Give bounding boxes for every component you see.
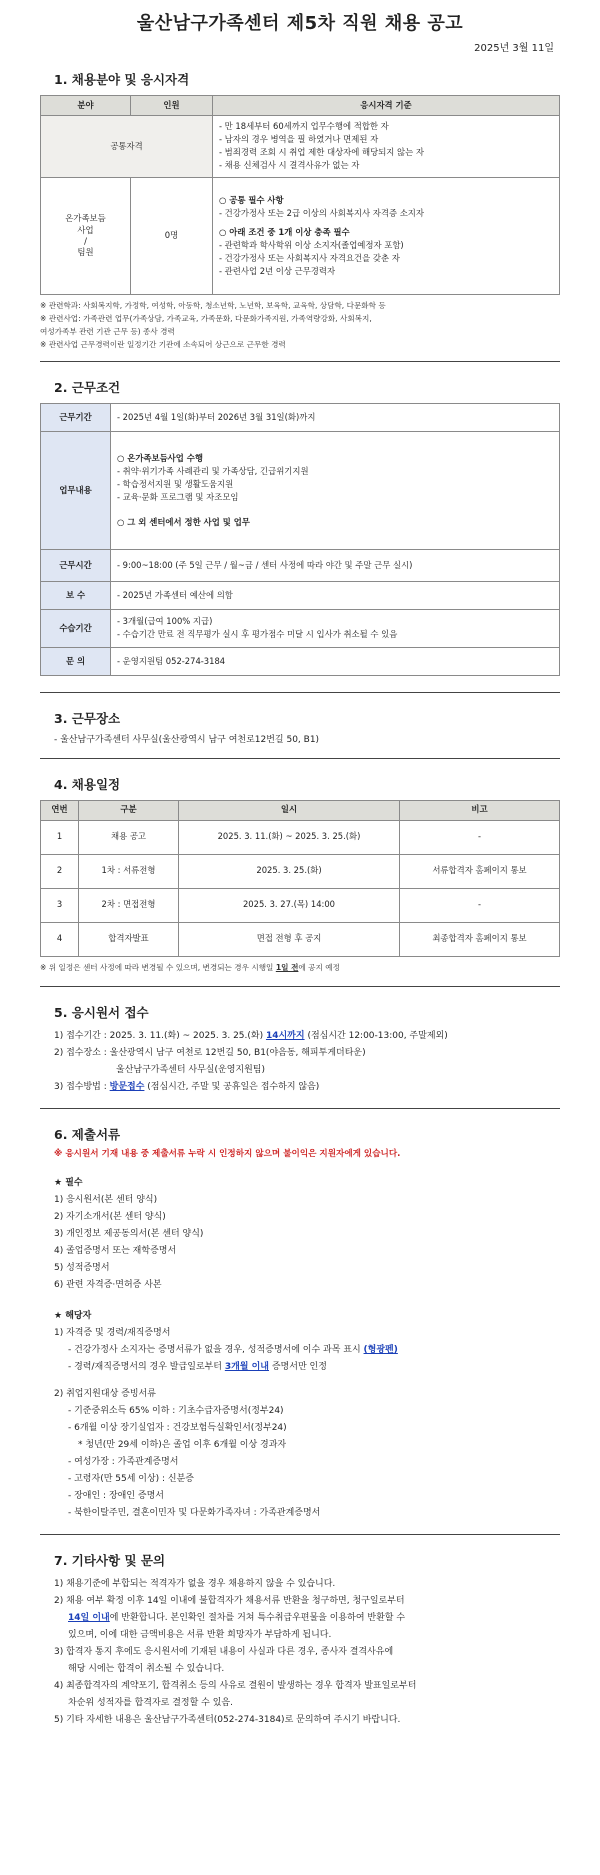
other-info: 1) 채용기준에 부합되는 적격자가 없을 경우 채용하지 않을 수 있습니다. 2) 채용 여부 확정 이후 14일 이내에 불합격자가 채용서류 반환을 청구하면, 청구일로부터 14일 이내에 반환합니다. 본인확인 절차를 거쳐 특수취급우편물을 이용하여 반환할 수 있으며, 이에 대한 금액비용은 서류 반환 희망자가 부담하게 됩니다. 3) 합격자 통지 후에도 응시원서에 기재된 내용이 사실과 다른 경우, 종사자 결격사유에 해당 시에는 합격이 취소될 수 있습니다. 4) 최종합격자의 계약포기, 합격취소 등의 사유로 결원이 발생하는 경우 합격자 발표일로부터 차순위 성적자를 합격자로 결정할 수 있음. 5) 기타 자세한 내용은 울산남구가족센터(052-274-3184)로 문의하여 주시기 바랍니다. bbox=[54, 1578, 417, 1725]
qualification-table bbox=[40, 95, 560, 295]
field-criteria: ○ 공통 필수 사항 - 건강가정사 또는 2급 이상의 사회복지사 자격증 소지자 ○ 아래 조건 중 1개 이상 충족 필수 - 관련학과 학사학위 이상 소지자(졸업예정자 포함) - 건강가정사 또는 사회복지사 자격요건을 갖춘 자 - 관련사업 2년 이상 근무경력자 bbox=[213, 177, 560, 294]
contact-label: 문 의 bbox=[41, 647, 111, 675]
pay-value: - 2025년 가족센터 예산에 의함 bbox=[111, 581, 560, 609]
duty-label: 업무내용 bbox=[41, 431, 111, 549]
required-docs: ★ 필수 1) 응시원서(본 센터 양식) 2) 자기소개서(본 센터 양식) 3) 개인정보 제공동의서(본 센터 양식) 4) 졸업증명서 또는 재학증명서 5) 성적증명서 6) 관련 자격증·면허증 사본 bbox=[54, 1177, 204, 1290]
period-value: - 2025년 4월 1일(화)부터 2026년 3월 31일(화)까지 bbox=[111, 403, 560, 431]
section-3-heading: 3. 근무장소 bbox=[54, 710, 121, 726]
common-criteria: - 만 18세부터 60세까지 업무수행에 적합한 자 - 남자의 경우 병역을 필 하였거나 면제된 자 - 범죄경력 조회 시 취업 제한 대상자에 해당되지 않는 자 - 채용 신체검사 시 결격사유가 없는 자 bbox=[213, 115, 560, 177]
section-5-heading: 5. 응시원서 접수 bbox=[54, 1004, 149, 1020]
duty-value: ○ 온가족보듬사업 수행 - 취약·위기가족 사례관리 및 가족상담, 긴급위기지원 - 학습정서지원 및 생활도움지원 - 교육·문화 프로그램 및 자조모임 ○ 그 외 센터에서 정한 사업 및 업무 bbox=[111, 431, 560, 549]
table-row: 1 채용 공고 2025. 3. 11.(화) ~ 2025. 3. 25.(화) - bbox=[41, 820, 560, 854]
page-title: 울산남구가족센터 제5차 직원 채용 공고 bbox=[136, 13, 464, 34]
section-2-heading: 2. 근무조건 bbox=[54, 379, 121, 395]
common-label: 공통자격 bbox=[41, 115, 213, 177]
col-count: 인원 bbox=[131, 95, 213, 115]
qualification-notes: ※ 관련학과: 사회복지학, 가정학, 여성학, 아동학, 청소년학, 노년학, 보육학, 교육학, 상담학, 다문화학 등 ※ 관련사업: 가족관련 업무(가족상담, 가족교육, 가족문화, 다문화가족지원, 가족역량강화, 사회복지, 여성가족부 관련 기관 근무 등) 종사 경력 ※ 관련사업 근무경력이란 일정기간 기관에 소속되어 상근으로 근무한 경력 bbox=[40, 300, 386, 349]
divider bbox=[40, 1108, 560, 1109]
schedule-note: ※ 위 일정은 센터 사정에 따라 변경될 수 있으며, 변경되는 경우 시행일 1일 전에 공지 예정 bbox=[40, 962, 340, 972]
conditions-table bbox=[40, 403, 560, 676]
table-row: 2 1차 : 서류전형 2025. 3. 25.(화) 서류합격자 홈페이지 통보 bbox=[41, 854, 560, 888]
optional-docs: ★ 해당자 1) 자격증 및 경력/재직증명서 - 건강가정사 소지자는 증명서류가 없을 경우, 성적증명서에 이수 과목 표시 (형광펜) - 경력/재직증명서의 경우 발급일로부터 3개월 이내 증명서만 인정 2) 취업지원대상 증빙서류 - 기준중위소득 65% 이하 : 기초수급자증명서(정부24) - 6개월 이상 장기실업자 : 건강보험득실확인서(정부24) * 청년(만 29세 이하)은 졸업 이후 6개월 이상 경과자 - 여성가장 : 가족관계증명서 - 고령자(만 55세 이상) : 신분증 - 장애인 : 장애인 증명서 - 북한이탈주민, 결혼이민자 및 다문화가족자녀 : 가족관계증명서 bbox=[54, 1310, 398, 1518]
section-4-heading: 4. 채용일정 bbox=[54, 776, 121, 792]
divider bbox=[40, 361, 560, 362]
application-info: 1) 접수기간 : 2025. 3. 11.(화) ~ 2025. 3. 25.(화) 14시까지 (점심시간 12:00-13:00, 주말제외) 2) 접수장소 : 울산광역시 남구 여천로 12번길 50, B1(야음동, 해피투게더타운) 울산남구가족센터 사무실(운영지원팀) 3) 접수방법 : 방문접수 (점심시간, 주말 및 공휴일은 접수하지 않음) bbox=[54, 1030, 448, 1092]
section-1-heading: 1. 채용분야 및 응시자격 bbox=[54, 72, 190, 87]
probation-label: 수습기간 bbox=[41, 609, 111, 647]
period-label: 근무기간 bbox=[41, 403, 111, 431]
col-field: 분야 bbox=[41, 95, 131, 115]
field-name: 온가족보듬 사업 / 팀원 bbox=[41, 177, 131, 294]
headcount: 0명 bbox=[131, 177, 213, 294]
probation-value: - 3개월(급여 100% 지급) - 수습기간 만료 전 직무평가 실시 후 평가점수 미달 시 입사가 취소될 수 있음 bbox=[111, 609, 560, 647]
section-6-heading: 6. 제출서류 bbox=[54, 1126, 121, 1142]
divider bbox=[40, 1534, 560, 1535]
table-row: 4 합격자발표 면접 전형 후 공지 최종합격자 홈페이지 통보 bbox=[41, 922, 560, 956]
divider bbox=[40, 758, 560, 759]
pay-label: 보 수 bbox=[41, 581, 111, 609]
section-7-heading: 7. 기타사항 및 문의 bbox=[54, 1552, 166, 1568]
hours-value: - 9:00~18:00 (주 5일 근무 / 월~금 / 센터 사정에 따라 야간 및 주말 근무 실시) bbox=[111, 549, 560, 581]
hours-label: 근무시간 bbox=[41, 549, 111, 581]
submission-warning: ※ 응시원서 기재 내용 중 제출서류 누락 시 인정하지 않으며 불이익은 지원자에게 있습니다. bbox=[54, 1149, 401, 1160]
divider bbox=[40, 986, 560, 987]
table-row: 3 2차 : 면접전형 2025. 3. 27.(목) 14:00 - bbox=[41, 888, 560, 922]
work-place: - 울산남구가족센터 사무실(울산광역시 남구 여천로12번길 50, B1) bbox=[54, 734, 320, 745]
col-criteria: 응시자격 기준 bbox=[213, 95, 560, 115]
contact-value: - 운영지원팀 052-274-3184 bbox=[111, 647, 560, 675]
divider bbox=[40, 692, 560, 693]
schedule-table: 연번 구분 일시 비고 1 채용 공고 2025. 3. 11.(화) ~ 2025. 3. 25.(화) - 2 1차 : 서류전형 2025. 3. 25.(화) 서류합격자 홈페이지 통보 3 2차 : 면접전형 2025. 3. 27.(목) 14:00 - 4 합격자발표 면접 전형 후 공지 최종합격자 홈페이지 통보 bbox=[40, 800, 560, 957]
notice-date: 2025년 3월 11일 bbox=[474, 43, 554, 54]
